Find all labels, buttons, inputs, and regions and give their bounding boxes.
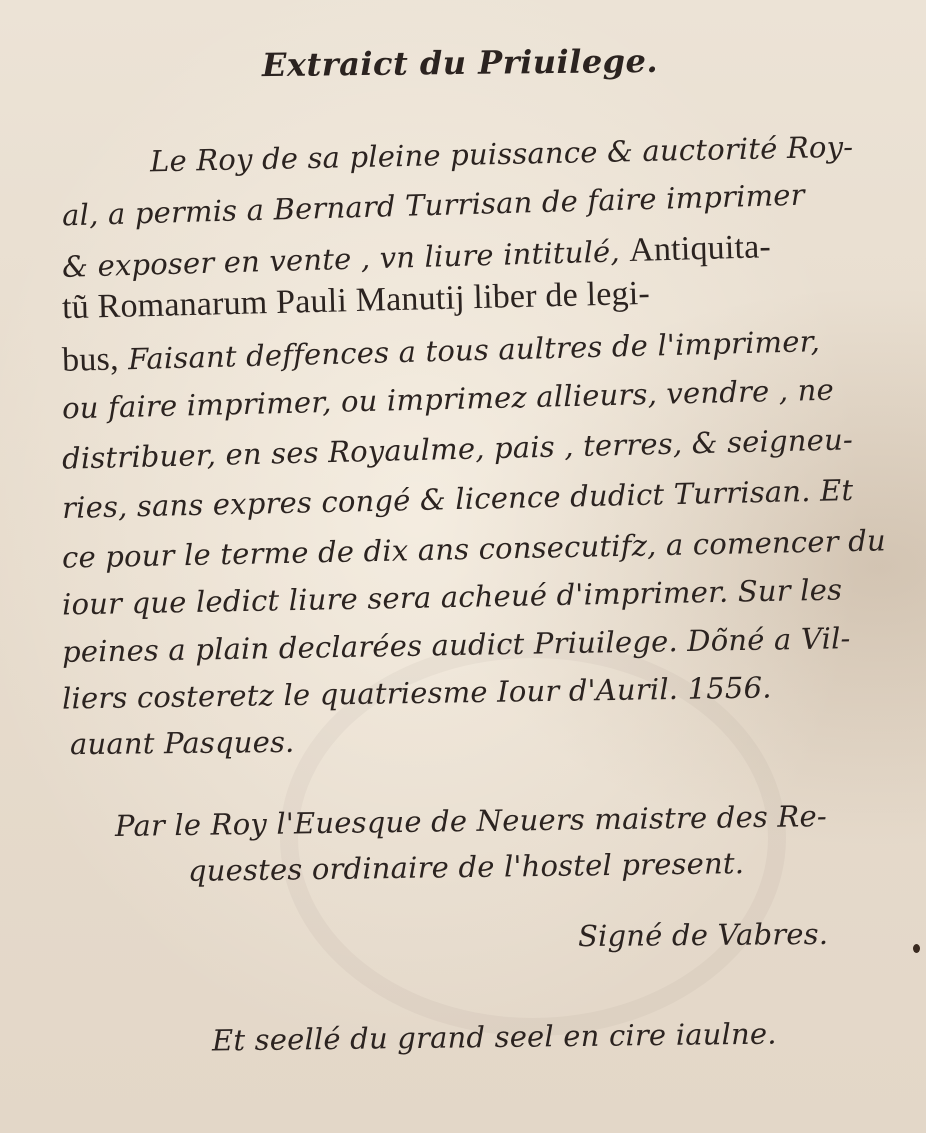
book-title-roman: Antiquita- <box>628 228 772 270</box>
page-title: Extraict du Priuilege. <box>261 41 659 85</box>
authority-line: questes ordinaire de l'hostel present. <box>187 846 745 888</box>
text-line: ries, sans expres congé & licence dudict Turrisan. Et <box>61 473 854 525</box>
book-title-line: tũ Romanarum Pauli Manutij liber de legi- <box>61 274 651 327</box>
text-line: distribuer, en ses Royaulme, pais , terres, & seigneu- <box>61 422 854 476</box>
text-line: Le Roy de sa pleine puissance & auctorité Roy- <box>149 129 854 179</box>
signature-line: Signé de Vabres. <box>577 916 829 954</box>
seal-line: Et seellé du grand seel en cire iaulne. <box>211 1016 777 1058</box>
text-line: liers costeretz le quatriesme Iour d'Auril. 1556. <box>61 670 772 716</box>
text-line: peines a plain declarées audict Priuilege. Dõné a Vil- <box>61 621 851 669</box>
text-line: al, a permis a Bernard Turrisan de faire imprimer <box>61 177 806 233</box>
book-title-roman: bus, <box>61 340 120 379</box>
text-line: auant Pasques. <box>69 724 295 762</box>
text-line: ou faire imprimer, ou imprimez allieurs, vendre , ne <box>61 372 835 426</box>
authority-line: Par le Roy l'Euesque de Neuers maistre des Re- <box>114 799 828 843</box>
ink-spot <box>913 944 920 953</box>
text-line <box>62 228 772 286</box>
text-line: iour que ledict liure sera acheué d'imprimer. Sur les <box>61 572 843 622</box>
text-line-italic: Faisant deffences a tous aultres de l'imprimer, <box>127 324 821 377</box>
text-line <box>62 322 821 380</box>
text-line-italic: & exposer en vente , vn liure intitulé, <box>61 234 621 284</box>
text-line: ce pour le terme de dix ans consecutifz, a comencer du <box>61 523 887 575</box>
